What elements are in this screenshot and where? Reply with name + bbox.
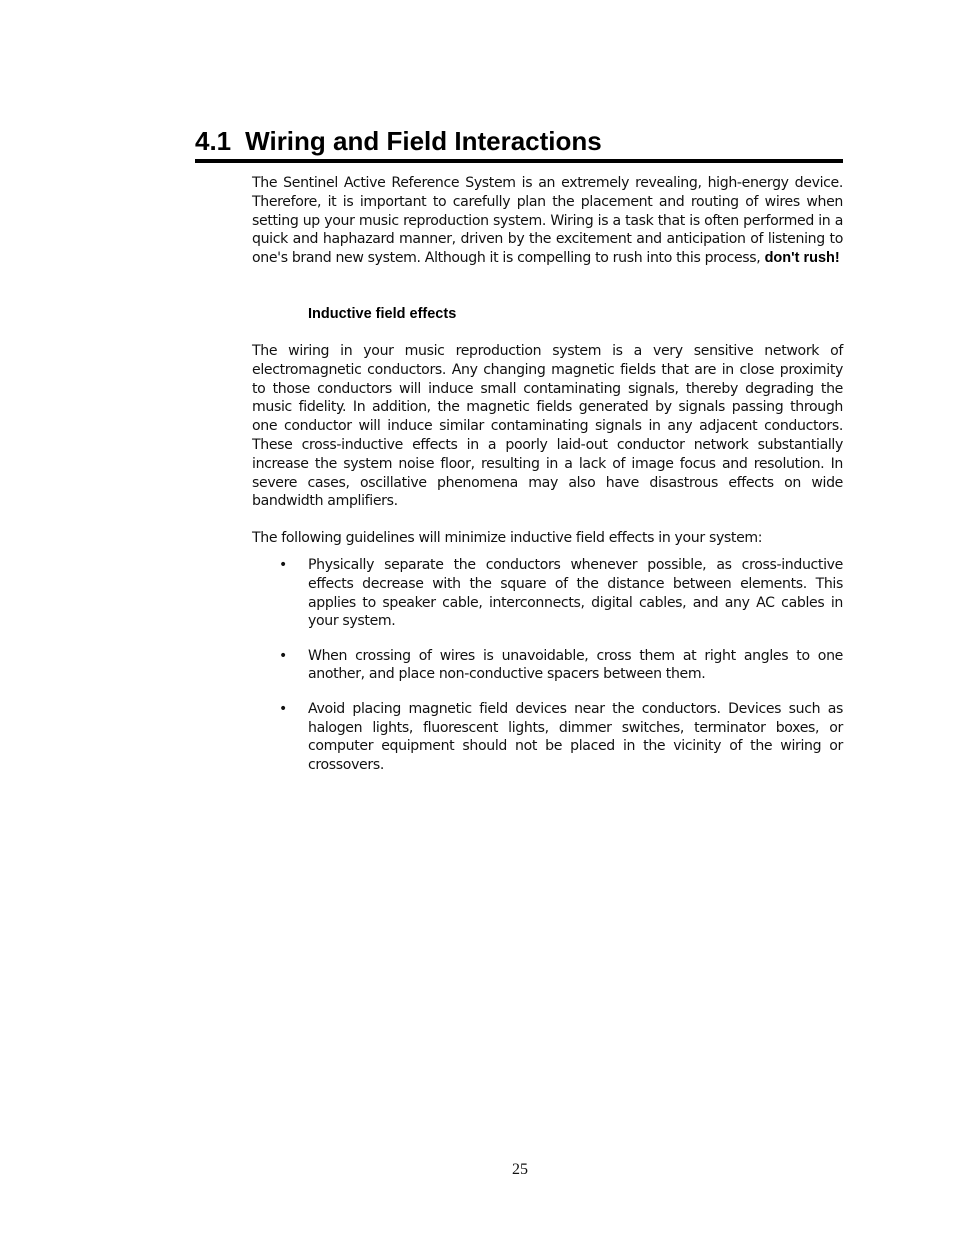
intro-text: The Sentinel Active Reference System is an extremely revealing, high-energy device. Therefore, it is important to carefully plan the placement and routing of wires when setting up your music reproduction system. Wiring is a task that is often performed in a quick and haphazard manner, driven by the excitement and anticipation of listening to one's brand new system. Although it is compelling to rush into this process, <box>252 175 843 267</box>
guideline-text: Physically separate the conductors whenever possible, as cross-inductive effects decrease with the square of the distance between elements. This applies to speaker cable, interconnects, digital cables, and any AC cables in your system. <box>308 557 843 630</box>
page-number: 25 <box>512 1161 528 1178</box>
list-item <box>252 700 843 775</box>
intro-emphasis: don't rush! <box>764 250 840 267</box>
section-heading <box>195 125 843 163</box>
guideline-text: Avoid placing magnetic field devices near the conductors. Devices such as halogen lights, fluorescent lights, dimmer switches, terminator boxes, or computer equipment should not be placed in the vicinity of the wiring or crossovers. <box>308 700 843 774</box>
guidelines-list <box>252 556 843 790</box>
bullet-icon: • <box>279 557 288 573</box>
bullet-icon: • <box>279 700 288 717</box>
guidelines-intro: The following guidelines will minimize inductive field effects in your system: <box>252 530 763 546</box>
section-number: 4.1 <box>195 126 232 157</box>
bullet-icon: • <box>279 647 288 664</box>
list-item <box>252 647 843 685</box>
intro-paragraph <box>252 174 843 268</box>
guideline-text: When crossing of wires is unavoidable, cross them at right angles to one another, and place non-conductive spacers between them. <box>308 647 843 683</box>
section-title: Wiring and Field Interactions <box>245 126 602 157</box>
inductive-paragraph: The wiring in your music reproduction system is a very sensitive network of electromagnetic conductors. Any changing magnetic fields that are in close proximity to those conductors will induce small contaminating signals, thereby degrading the music fidelity. In addition, the magnetic fields generated by signals passing through one conductor will induce similar contaminating signals in any adjacent conductors. These cross-inductive effects in a poorly laid-out conductor network substantially increase the system noise floor, resulting in a lack of image focus and resolution. In severe cases, oscillative phenomena may also have disastrous effects on wide bandwidth amplifiers. <box>252 343 843 510</box>
subheading-inductive-field-effects: Inductive field effects <box>308 306 457 322</box>
list-item <box>252 556 843 631</box>
